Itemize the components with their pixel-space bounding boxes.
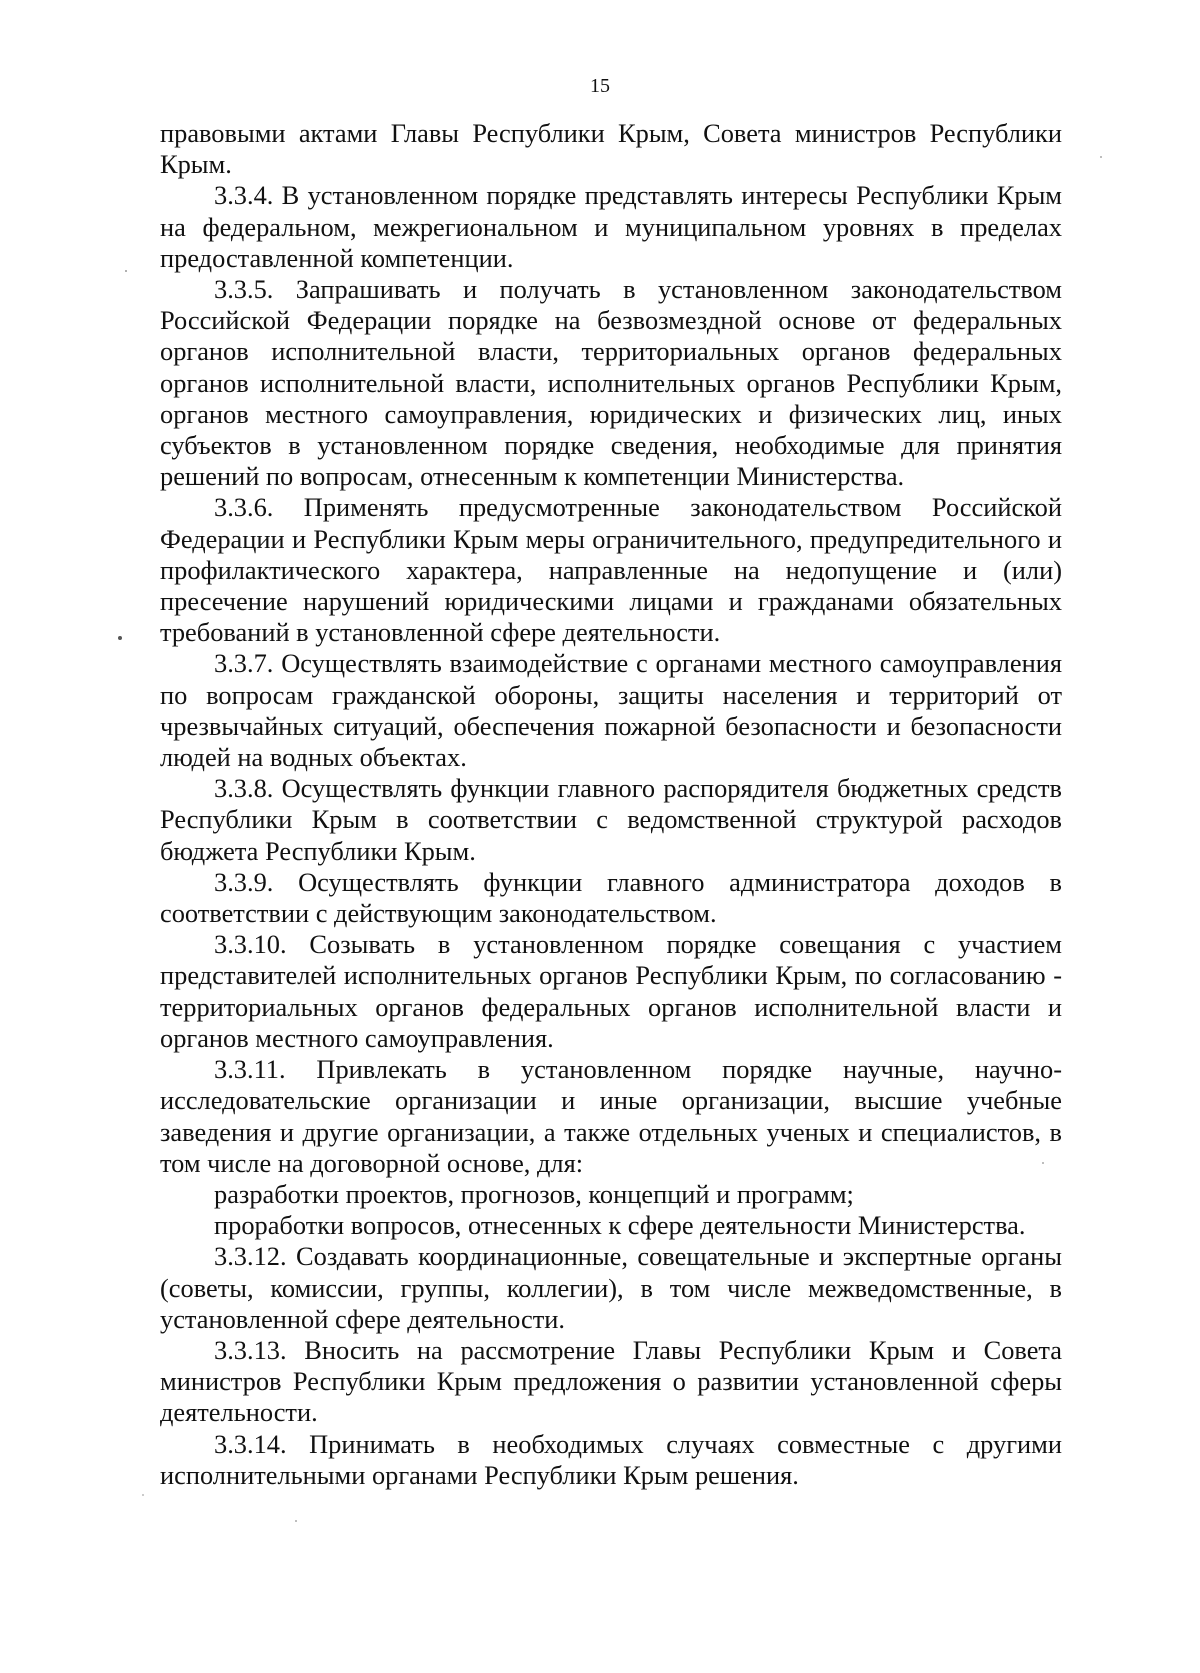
paragraph-3-3-14: 3.3.14. Принимать в необходимых случаях совместные с другими исполнительными органами Республики Крым решения. [160,1428,1062,1490]
scan-speck [1100,156,1102,158]
paragraph-3-3-10: 3.3.10. Созывать в установленном порядке совещания с участием представителей исполнительных органов Республики Крым, по согласованию - территориальных органов федеральных органов исполнительной власти и органов местного самоуправления. [160,929,1062,1053]
paragraph-3-3-13: 3.3.13. Вносить на рассмотрение Главы Республики Крым и Совета министров Республики Крым предложения о развитии установленной сферы деятельности. [160,1334,1062,1428]
list-item-questions: проработки вопросов, отнесенных к сфере деятельности Министерства. [214,1210,1026,1241]
paragraph-3-3-6: 3.3.6. Применять предусмотренные законодательством Российской Федерации и Республики Крым меры ограничительного, предупредительного и профилактического характера, направленные на недопущение и (или) пресечение нарушений юридическими лицами и гражданами обязательных требований в установленной сфере деятельности. [160,492,1062,648]
list-item-projects: разработки проектов, прогнозов, концепций и программ; [214,1178,854,1209]
scan-speck [1042,1162,1044,1164]
scan-speck [125,270,127,272]
scan-speck [118,636,122,640]
scan-speck [142,1494,144,1496]
paragraph-3-3-7: 3.3.7. Осуществлять взаимодействие с органами местного самоуправления по вопросам гражданской обороны, защиты населения и территорий от чрезвычайных ситуаций, обеспечения пожарной безопасности и безопасности людей на водных объектах. [160,648,1062,773]
paragraph-3-3-12: 3.3.12. Создавать координационные, совещательные и экспертные органы (советы, комиссии, группы, коллегии), в том числе межведомственные, в установленной сфере деятельности. [160,1241,1062,1334]
document-body [160,118,1062,1491]
page-number: 15 [590,75,610,97]
paragraph-continuation: правовыми актами Главы Республики Крым, Совета министров Республики Крым. [160,118,1062,180]
paragraph-3-3-9: 3.3.9. Осуществлять функции главного администратора доходов в соответствии с действующим законодательством. [160,866,1062,929]
paragraph-3-3-8: 3.3.8. Осуществлять функции главного распорядителя бюджетных средств Республики Крым в соответствии с ведомственной структурой расходов бюджета Республики Крым. [160,773,1062,866]
scan-speck [295,1520,297,1522]
paragraph-3-3-5: 3.3.5. Запрашивать и получать в установленном законодательством Российской Федерации порядке на безвозмездной основе от федеральных органов исполнительной власти, территориальных органов федеральных органов исполнительной власти, исполнительных органов Республики Крым, органов местного самоуправления, юридических и физических лиц, иных субъектов в установленном порядке сведения, необходимые для принятия решений по вопросам, отнесенным к компетенции Министерства. [160,274,1062,492]
paragraph-3-3-4: 3.3.4. В установленном порядке представлять интересы Республики Крым на федеральном, межрегиональном и муниципальном уровнях в пределах предоставленной компетенции. [160,180,1062,273]
paragraph-3-3-11: 3.3.11. Привлекать в установленном порядке научные, научно-исследовательские организации и иные организации, высшие учебные заведения и другие организации, а также отдельных ученых и специалистов, в том числе на договорной основе, для: [160,1054,1062,1178]
